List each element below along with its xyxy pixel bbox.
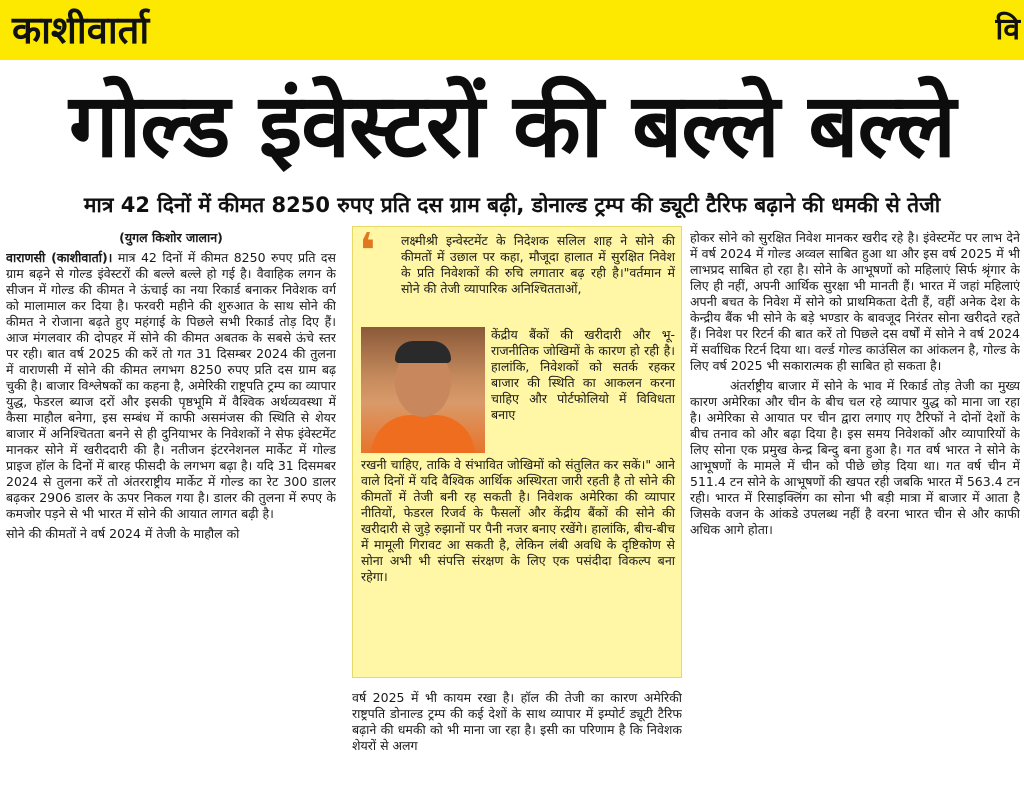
paragraph-text: मात्र 42 दिनों में कीमत 8250 रुपए प्रति दस ग्राम बढ़ने से गोल्ड इंवेस्टरों की बल्ले बल्ले हो गई है। वैवाहिक लगन के सीजन में गोल्ड की कीमत ने ऊंचाई का नया रिकार्ड बनाकर निवेशक वर्ग को मालामाल कर दिया है। फरवरी महीने की शुरुआत के साथ सोने की कीमत ने रोजाना बढ़ते हुए महंगाई के पिछले सभी रिकार्ड तोड़ दिए हैं। आज मंगलवार की दोपहर में सोने की कीमत अबतक के सबसे ऊंचे स्तर पर रही। बात वर्ष 2025 की करें तो गत 31 दिसम्बर 2024 की तुलना में वाराणसी में सोने की कीमत लगभग 8250 रुपए प्रति दस ग्राम बढ़ चुकी है। बाजार विश्लेषकों का कहना है, अमेरिकी राष्ट्रपति ट्रम्प का व्यापार युद्ध, फेडरल ब्याज दरों और इसकी पृष्ठभूमि में वैश्विक अर्थव्यवस्था में कैसा माहौल बनेगा, इस सम्बंध में काफी असमंजस की स्थिति से शेयर बाजार में अनिश्चितता बनने से ही दुनियाभर के निवेशकों ने सेफ इंवेस्टमेंट मानकर सोने में खरीददारी की है। नतीजन इंटरनेशनल मार्केट में गोल्ड प्राइज हॉल के दिनों में बारह फीसदी के लगभग बढ़ा है। यदि 31 दिसमबर 2024 से तुलना करें तो अंतरराष्ट्रीय मार्केट में गोल्ड का रेट 300 डालर बढ़कर 2906 डालर के ऊपर निकल गया है। डालर की तुलना में रुपए के कमजोर पड़ने से भी भारत में सोने की आयात लागत बढ़ी है। [6, 250, 336, 521]
quote-box [352, 223, 682, 678]
article-paragraph: होकर सोने को सुरक्षित निवेश मानकर खरीद रहे है। इंवेस्टमेंट पर लाभ देने में वर्ष 2024 में गोल्ड अव्वल साबित हुआ था और इस वर्ष 2025 में भी लाभप्रद साबित हो रहा है। सोने के आभूषणों को महिलाएं सिर्फ श्रृंगार के लिए ही नहीं, अपनी आर्थिक सुरक्षा भी मानती हैं। भारत में जहां महिलाएं अपनी बचत के निवेश में सोने को प्राथमिकता देती हैं, वहीं अनेक देश के केन्द्रीय बैंक भी सोने के बड़े भण्डार के बावजूद निरंतर सोना खरीदते रहते हैं। निवेश पर रिटर्न की बात करें तो पिछले दस वर्षों में सोने ने वर्ष 2024 में सर्वाधिक रिटर्न दिया था। वर्ल्ड गोल्ड काउंसिल का आंकलन है, गोल्ड के लिए वर्ष 2025 भी सकारात्मक ही साबित हो सकता है। [690, 230, 1020, 373]
article-paragraph: सोने की कीमतों ने वर्ष 2024 में तेजी के माहौल को [6, 526, 240, 541]
article-paragraph [6, 250, 336, 522]
masthead-right-fragment: वि [995, 12, 1020, 47]
article-left-column [6, 230, 336, 790]
article-paragraph: वर्ष 2025 में भी कायम रखा है। हॉल की तेजी का कारण अमेरिकी राष्ट्रपति डोनाल्ड ट्रम्प की कई देशों के साथ व्यापार में इम्पोर्ट ड्यूटी टैरिफ बढ़ाने की धमकी को भी माना जा रहा है। इसी का परिणाम है कि निवेशक शेयरों से अलग [352, 690, 682, 753]
quote-rest: रखनी चाहिए, ताकि वे संभावित जोखिमों को संतुलित कर सकें।" आने वाले दिनों में यदि वैश्विक आर्थिक अस्थिरता जारी रहती है तो सोने की कीमतों में तेजी बनी रह सकती है। निवेशक अमेरिका की व्यापार नीतियों, फेडरल रिजर्व के फैसलों और केंद्रीय बैंकों की सोने की खरीदारी से जुड़े रुझानों पर पैनी नजर बनाए रखेंगे। हालांकि, बीच-बीच में मामूली गिरावट आ सकती है, लेकिन लंबी अवधि के दृष्टिकोण से सोना अभी भी संपत्ति संरक्षण के लिए एक पसंदीदा विकल्प बना रहेगा। [361, 457, 675, 584]
article-paragraph: अंतर्राष्ट्रीय बाजार में सोने के भाव में रिकार्ड तोड़ तेजी का मुख्य कारण अमेरिका और चीन के बीच चल रहे व्यापार युद्ध को माना जा रहा है। अमेरिका से आयात पर चीन द्वारा लगाए गए टैरिफों ने दोनों देशों के बीच तनाव को और बढ़ा दिया है। इस समय निवेशकों और व्यापारियों के लिए सोना एक प्रमुख केन्द्र बिन्दु बना हुआ है। गत वर्ष भारत ने सोने के आभूषणों के मामले में चीन को पीछे छोड़ दिया था। गत वर्ष चीन में 511.4 टन सोने के आभूषणों की खपत रही जबकि भारत में 563.4 टन रही। भारत में रिसाइक्लिंग का सोना भी बड़ी मात्रा में बाजार में आता है जिसके वजन के आंकडे उपलब्ध नहीं है वरना भारत चीन से और काफी अधिक आगे होता। [690, 378, 1020, 537]
quote-beside-photo: केंद्रीय बैंकों की खरीदारी और भू-राजनीतिक जोखिमों के कारण हो रही है। हालांकि, निवेशकों को सतर्क रहकर बाजार की स्थिति का आकलन करना चाहिए और पोर्टफोलियो में विविधता बनाए [491, 327, 675, 422]
byline: (युगल किशोर जालान) [119, 230, 223, 245]
article-right-column [690, 230, 1020, 790]
headline: गोल्ड इंवेस्टरों की बल्ले बल्ले [68, 74, 956, 177]
dateline: वाराणसी (काशीवार्ता)। [6, 250, 113, 265]
masthead [0, 0, 1024, 60]
photo-shirt [371, 415, 475, 453]
subheadline: मात्र 42 दिनों में कीमत 8250 रुपए प्रति दस ग्राम बढ़ी, डोनाल्ड ट्रम्प की ड्यूटी टैरिफ बढ़ाने की धमकी से तेजी [83, 193, 941, 217]
quote-intro: लक्ष्मीश्री इन्वेस्टमेंट के निदेशक सलिल शाह ने सोने की कीमतों में उछाल पर कहा, मौजूदा हालात में सुरक्षित निवेश के प्रति निवेशकों की रुचि लगातार बढ़ रही है।"वर्तमान में सोने की तेजी व्यापारिक अनिश्चितताओं, [401, 233, 675, 296]
portrait-photo [361, 327, 485, 453]
masthead-title: काशीवार्ता [12, 8, 150, 52]
quote-mark-icon: ❛ [359, 223, 376, 279]
photo-hair [395, 341, 451, 363]
article-middle-column [352, 690, 682, 790]
